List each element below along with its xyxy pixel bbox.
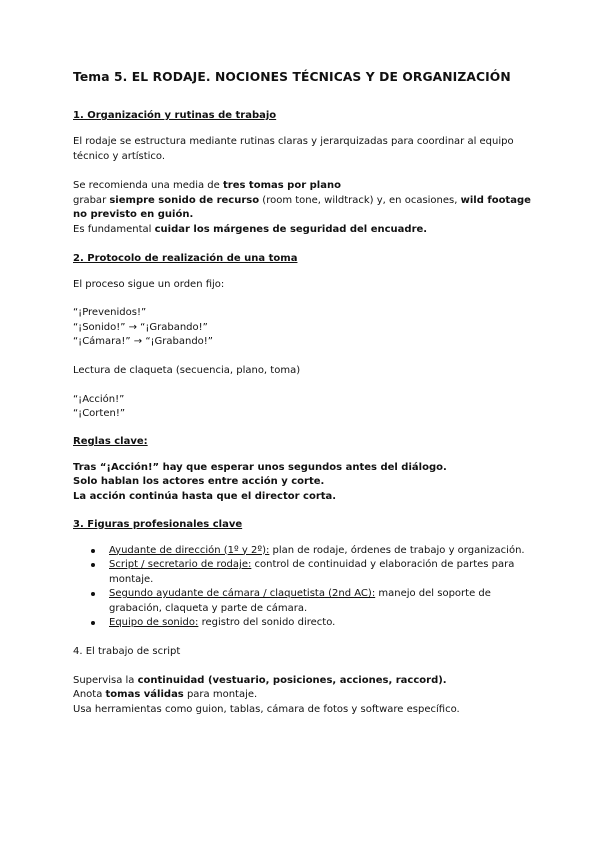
rule-3: La acción continúa hasta que el director corta. (73, 490, 337, 502)
section-4-heading: 4. El trabajo de script (73, 646, 181, 658)
section-1-line-2: grabar siempre sonido de recurso (room tone, wildtrack) y, en ocasiones, wild footage no previsto en guión. (73, 194, 531, 221)
section-4-line-2: Anota tomas válidas para montaje. (73, 689, 258, 701)
section-1-line-1: Se recomienda una media de tres tomas por plano (73, 180, 341, 192)
call-camara: “¡Cámara!” → “¡Grabando!” (73, 336, 213, 348)
claqueta-line: Lectura de claqueta (secuencia, plano, toma) (73, 364, 301, 376)
rule-1: Tras “¡Acción!” hay que esperar unos segundos antes del diálogo. (73, 461, 447, 473)
section-4-line-3: Usa herramientas como guion, tablas, cámara de fotos y software específico. (73, 703, 460, 715)
section-3-heading: 3. Figuras profesionales clave (73, 518, 243, 530)
rule-2: Solo hablan los actores entre acción y corte. (73, 476, 325, 488)
section-1-intro: El rodaje se estructura mediante rutinas claras y jerarquizadas para coordinar al equipo técnico y artístico. (73, 136, 514, 162)
call-accion: “¡Acción!” (73, 393, 125, 405)
section-2-intro: El proceso sigue un orden fijo: (73, 278, 225, 290)
document-page (73, 70, 543, 717)
list-item: Equipo de sonido: registro del sonido directo. (91, 616, 543, 631)
section-4-line-1: Supervisa la continuidad (vestuario, posiciones, acciones, raccord). (73, 674, 447, 686)
list-item: Segundo ayudante de cámara / claquetista (2nd AC): manejo del soporte de grabación, claqueta y parte de cámara. (91, 587, 543, 616)
call-prevenidos: “¡Prevenidos!” (73, 307, 147, 319)
call-corten: “¡Corten!” (73, 408, 126, 420)
list-item: Ayudante de dirección (1º y 2º): plan de rodaje, órdenes de trabajo y organización. (91, 544, 543, 559)
section-1-heading: 1. Organización y rutinas de trabajo (73, 110, 277, 121)
rules-heading: Reglas clave: (73, 435, 148, 447)
document-title: Tema 5. EL RODAJE. NOCIONES TÉCNICAS Y DE ORGANIZACIÓN (73, 70, 511, 84)
call-sonido: “¡Sonido!” → “¡Grabando!” (73, 321, 208, 333)
section-2-heading: 2. Protocolo de realización de una toma (73, 252, 298, 264)
section-1-line-3: Es fundamental cuidar los márgenes de seguridad del encuadre. (73, 223, 428, 235)
roles-list (73, 544, 543, 632)
list-item: Script / secretario de rodaje: control de continuidad y elaboración de partes para montaje. (91, 558, 543, 587)
